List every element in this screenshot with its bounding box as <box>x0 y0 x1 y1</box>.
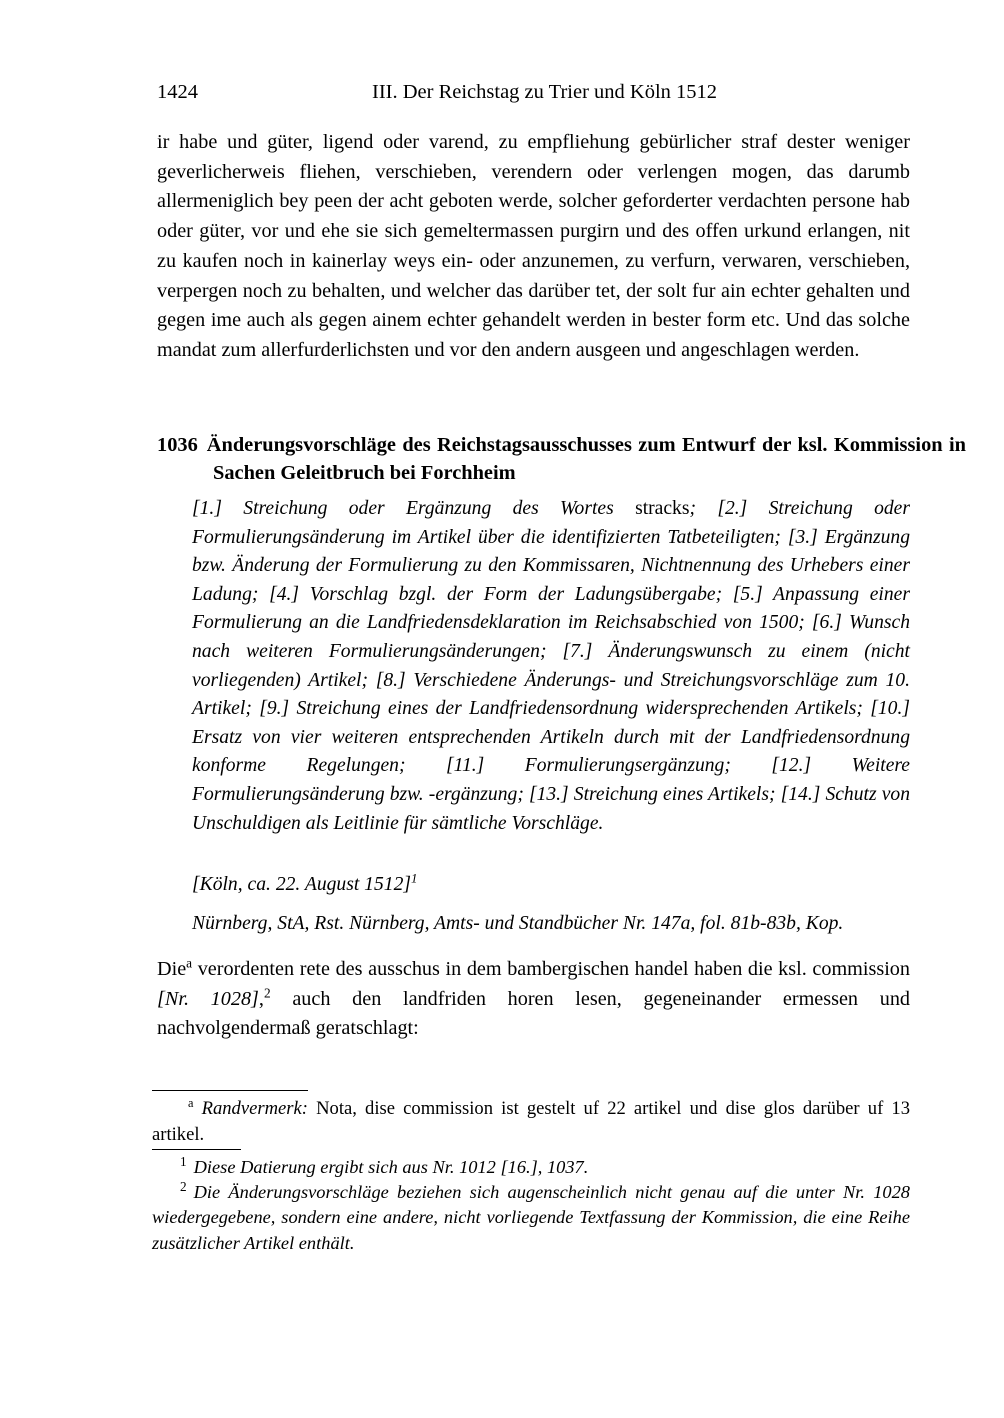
dateline-text: [Köln, ca. 22. August 1512] <box>192 874 411 895</box>
footnote-list <box>152 1155 910 1256</box>
running-title: III. Der Reichstag zu Trier und Köln 1512 <box>372 81 718 103</box>
apparatus-divider-rule <box>152 1090 308 1091</box>
edited-text-paragraph <box>157 955 910 1044</box>
abstract-roman-word: stracks <box>635 498 690 519</box>
dateline-footnote-marker: 1 <box>411 870 418 886</box>
document-source: Nürnberg, StA, Rst. Nürnberg, Amts- und Standbücher Nr. 147a, fol. 81b-83b, Kop. <box>192 913 844 934</box>
document-title: Änderungsvorschläge des Reichstagsausschusses zum Entwurf der ksl. Kommission in Sachen Geleitbruch bei Forchheim <box>206 434 966 484</box>
lead-word: Die <box>157 958 187 980</box>
apparatus-lemma: Randvermerk: <box>201 1098 308 1119</box>
apparatus-entry-marker: a <box>188 1095 194 1110</box>
document-dateline <box>192 871 910 900</box>
footnote-text: Diese Datierung ergibt sich aus Nr. 1012 [16.], 1037. <box>193 1157 589 1177</box>
opening-paragraph: ir habe und güter, ligend oder varend, zu empfliehung gebürlicher straf dester weniger geverlicherweis fliehen, verschieben, verendern oder verlengen mogen, das darumb allermeniglich bey peen der acht geboten werde, solcher geforderter verdachten persone hab oder güter, vor und ehe sie sich gemeltermassen purgirn und des offen urkund erlangen, nit zu kaufen noch in kainerlay weys ein- oder anzunemen, zu verfurn, verwaren, verschieben, verpergen noch zu behalten, und welcher das darüber tet, der solt fur ain echter gehalten und gegen ime auch als gegen ainem echter gehandelt werden in bester form etc. Und das solche mandat zum allerfurderlichsten und vor den andern ausgeen und angeschlagen werden. <box>157 131 910 361</box>
abstract-part-one: [1.] Streichung oder Ergänzung des Wortes <box>192 498 636 519</box>
edited-text-segment-one: verordenten rete des ausschus in dem bambergischen handel haben die ksl. commission <box>192 958 910 980</box>
apparatus-text: Nota, dise commission ist gestelt uf 22 artikel und dise glos darüber uf 13 artikel. <box>152 1098 910 1145</box>
footnote-marker: 2 <box>180 1179 187 1195</box>
footnote-marker: 1 <box>180 1153 187 1169</box>
page-number: 1424 <box>157 81 198 103</box>
footnote-marker-2: 2 <box>263 984 271 1000</box>
abstract-part-two: ; [2.] Streichung oder Formulierungsänderung im Artikel über die identifizierten Tatbeteiligten; [3.] Ergänzung bzw. Änderung der Formulierung zu den Kommissaren, Nichtnennung des Urhebers einer Ladung; [4.] Vorschlag bzgl. der Form der Ladungsübergabe; [5.] Anpassung einer Formulierung an die Landfriedensdeklaration im Reichsabschied von 1500; [6.] Wunsch nach weiteren Formulierungsänderungen; [7.] Änderungswunsch zu einem (nicht vorliegenden) Artikel; [8.] Verschiedene Änderungs- und Streichungsvorschläge zum 10. Artikel; [9.] Streichung eines der Landfriedensordnung widersprechenden Artikels; [10.] Ersatz von vier weiteren entsprechenden Artikeln durch mit der Landfriedensordnung konforme Regelungen; [11.] Formulierungsergänzung; [12.] Weitere Formulierungsänderung bzw. -ergänzung; [13.] Streichung eines Artikels; [14.] Schutz von Unschuldigen als Leitlinie für sämtliche Vorschläge. <box>192 498 910 834</box>
document-number: 1036 <box>157 434 198 456</box>
apparatus-marker-a: a <box>186 955 193 971</box>
cross-reference: [Nr. 1028] <box>157 987 259 1010</box>
footnote-item <box>152 1180 910 1256</box>
footnote-item <box>152 1155 910 1180</box>
document-heading <box>157 431 966 487</box>
footnote-divider-rule <box>152 1149 241 1150</box>
running-head <box>157 78 910 106</box>
apparatus-entry <box>152 1096 910 1147</box>
footnote-text: Die Änderungsvorschläge beziehen sich augenscheinlich nicht genau auf die unter Nr. 1028 wiedergegebene, sondern eine andere, nicht vorliegende Textfassung der Kommission, die eine Reihe zusätzlicher Artikel enthält. <box>152 1182 910 1253</box>
cross-reference-comma: , <box>258 987 264 1010</box>
document-abstract <box>192 495 910 838</box>
edited-text-segment-two: auch den landfriden horen lesen, gegeneinander ermessen und nachvolgendermaß geratschlagt: <box>157 987 911 1040</box>
